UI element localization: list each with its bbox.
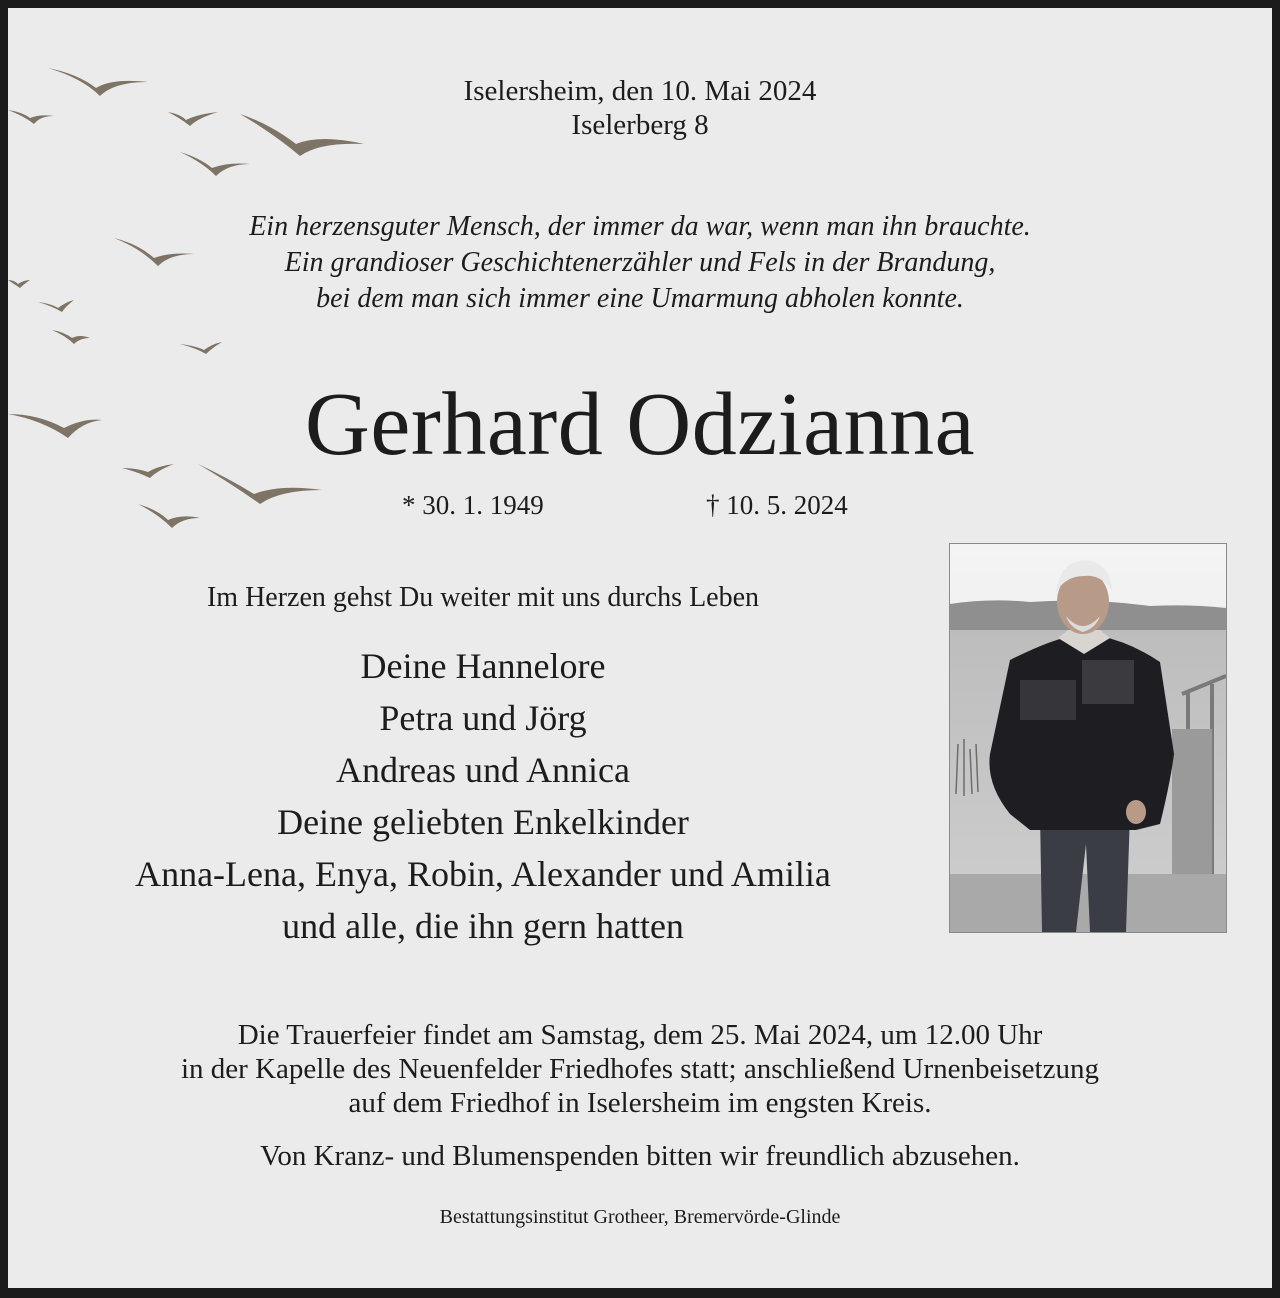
- family-line: und alle, die ihn gern hatten: [282, 906, 684, 946]
- obituary-card: [8, 8, 1272, 1288]
- undertaker-credit: Bestattungsinstitut Grotheer, Bremervörde-Glinde: [439, 1206, 841, 1228]
- death-date: † 10. 5. 2024: [706, 490, 848, 520]
- motto: Im Herzen gehst Du weiter mit uns durchs Leben: [206, 582, 760, 613]
- family-line: Petra und Jörg: [379, 698, 587, 738]
- family-list: [38, 640, 928, 952]
- portrait-photo: [949, 543, 1227, 933]
- service-line: Die Trauerfeier findet am Samstag, dem 25. Mai 2024, um 12.00 Uhr: [237, 1019, 1043, 1051]
- family-line: Deine geliebten Enkelkinder: [277, 802, 689, 842]
- service-line: auf dem Friedhof in Iselersheim im engsten Kreis.: [348, 1087, 932, 1119]
- family-line: Andreas und Annica: [336, 750, 630, 790]
- date-line: Iselersheim, den 10. Mai 2024: [463, 75, 817, 107]
- quote-line: Ein herzensguter Mensch, der immer da war, wenn man ihn brauchte.: [249, 211, 1031, 242]
- family-line: Anna-Lena, Enya, Robin, Alexander und Amilia: [135, 854, 831, 894]
- family-line: Deine Hannelore: [360, 646, 606, 686]
- funeral-service-info: [8, 1018, 1272, 1120]
- flower-request: Von Kranz- und Blumenspenden bitten wir freundlich abzusehen.: [260, 1140, 1020, 1172]
- quote-line: bei dem man sich immer eine Umarmung abholen konnte.: [316, 283, 964, 314]
- birth-date: * 30. 1. 1949: [402, 490, 544, 520]
- tribute-quote: [8, 209, 1272, 317]
- deceased-name: Gerhard Odzianna: [304, 375, 976, 474]
- quote-line: Ein grandioser Geschichtenerzähler und Fels in der Brandung,: [284, 247, 996, 278]
- street-line: Iselerberg 8: [571, 109, 709, 141]
- service-line: in der Kapelle des Neuenfelder Friedhofes statt; anschließend Urnenbeisetzung: [180, 1053, 1099, 1085]
- address-block: [8, 74, 1272, 142]
